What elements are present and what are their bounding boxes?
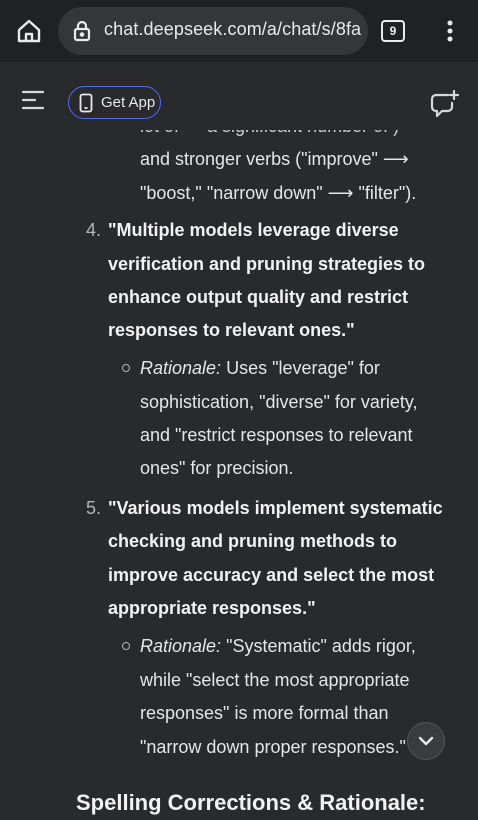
list-item-5-heading-line: "Various models implement systematic [108,498,443,518]
scroll-to-bottom-button[interactable] [407,722,445,760]
rationale-line: and "restrict responses to relevant [140,425,413,445]
bullet-icon [122,642,130,650]
chat-message-content [0,130,478,815]
list-item-5-heading-line: appropriate responses." [108,598,316,618]
tab-switcher-button[interactable]: 9 [381,20,405,42]
rationale-line: Rationale: Uses "leverage" for [140,358,380,378]
rationale-line: sophistication, "diverse" for variety, [140,392,418,412]
list-item-3-text-line: and stronger verbs ("improve" ⟶ [140,149,409,169]
browser-toolbar [0,0,478,62]
list-item-3-text-line: "boost," "narrow down" ⟶ "filter"). [140,183,417,203]
list-item-4-heading-line: enhance output quality and restrict [108,287,409,307]
rationale-line: "narrow down proper responses." [140,737,406,757]
list-number-5: 5. [86,498,102,518]
lock-icon [70,19,94,43]
url-text: chat.deepseek.com/a/chat/s/8fa [104,19,362,39]
more-options-icon[interactable] [438,14,462,48]
rationale-line: while "select the most appropriate [140,670,410,690]
bullet-icon [122,364,130,372]
address-bar[interactable] [58,7,368,55]
get-app-button[interactable] [68,86,161,119]
list-item-5-heading-line: checking and pruning methods to [108,531,398,551]
rationale-line: responses" is more formal than [140,703,389,723]
app-header [0,62,478,130]
list-number-4: 4. [86,220,102,240]
list-item-4-heading-line: verification and pruning strategies to [108,254,426,274]
get-app-label: Get App [101,94,156,111]
section-heading: Spelling Corrections & Rationale: [76,790,426,815]
list-item-4-heading-line: "Multiple models leverage diverse [108,220,399,240]
list-item-4-heading-line: responses to relevant ones." [108,320,355,340]
phone-icon [79,93,93,113]
rationale-line: Rationale: "Systematic" adds rigor, [140,636,416,656]
sidebar-menu-icon[interactable] [20,88,46,112]
rationale-line: ones" for precision. [140,458,294,478]
home-icon[interactable] [12,14,46,48]
list-item-5-heading-line: improve accuracy and select the most [108,565,435,585]
chevron-down-icon [416,731,436,751]
new-chat-icon[interactable] [428,89,460,119]
